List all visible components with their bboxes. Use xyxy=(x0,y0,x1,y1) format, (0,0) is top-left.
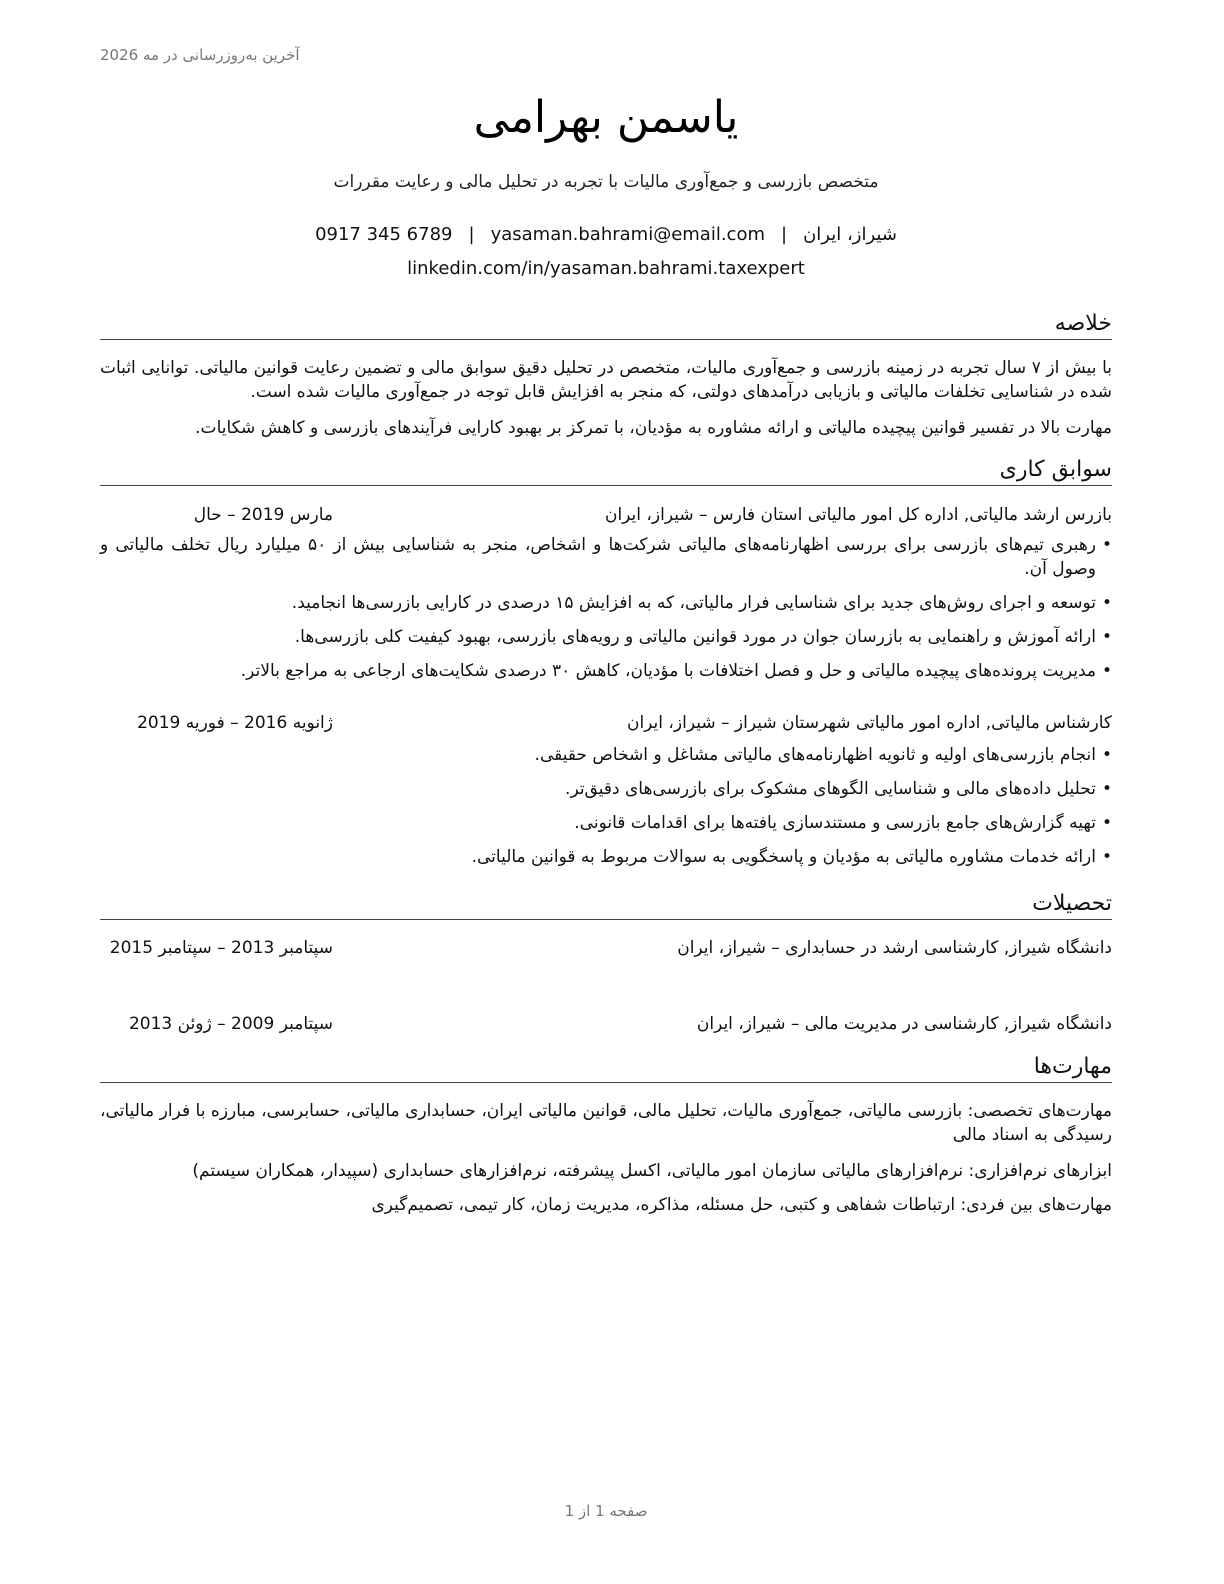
last-updated: آخرین به‌روزرسانی در مه 2026 xyxy=(100,46,300,64)
skills-technical: مهارت‌های تخصصی: بازرسی مالیاتی، جمع‌آوری مالیات، تحلیل مالی، قوانین مالیاتی ایران، حسابداری مالیاتی، حسابرسی، مبارزه با فرار مالیاتی، رسیدگی به اسناد مالی xyxy=(100,1101,1112,1145)
skills-soft: مهارت‌های بین فردی: ارتباطات شفاهی و کتبی، حل مسئله، مذاکره، مدیریت زمان، کار تیمی، تصمیم‌گیری xyxy=(371,1195,1112,1215)
experience-heading: سوابق کاری xyxy=(100,456,1112,486)
education-heading: تحصیلات xyxy=(100,890,1112,920)
email-link[interactable]: yasaman.bahrami@email.com xyxy=(490,224,765,245)
job-bullets xyxy=(100,743,1112,879)
bullet-item: • انجام بازرسی‌های اولیه و ثانویه اظهارنامه‌های مالیاتی مشاغل و اشخاص حقیقی. xyxy=(100,743,1112,767)
summary-paragraph: مهارت بالا در تفسیر قوانین پیچیده مالیاتی و ارائه مشاوره به مؤدیان، با تمرکز بر بهبود کارایی فرآیندهای بازرسی و کاهش شکایات. xyxy=(195,418,1112,438)
summary-heading: خلاصه xyxy=(100,310,1112,340)
degree: دانشگاه شیراز, کارشناسی ارشد در حسابداری – شیراز، ایران xyxy=(677,938,1112,958)
bullet-item: • تهیه گزارش‌های جامع بازرسی و مستندسازی یافته‌ها برای اقدامات قانونی. xyxy=(100,811,1112,835)
linkedin-link[interactable]: linkedin.com/in/yasaman.bahrami.taxexpert xyxy=(407,258,805,279)
bullet-item: • تحلیل داده‌های مالی و شناسایی الگوهای مشکوک برای بازرسی‌های دقیق‌تر. xyxy=(100,777,1112,801)
separator: | xyxy=(468,224,475,245)
candidate-name: یاسمن بهرامی xyxy=(473,92,739,143)
bullet-item: • ارائه خدمات مشاوره مالیاتی به مؤدیان و پاسخگویی به سوالات مربوط به قوانین مالیاتی. xyxy=(100,845,1112,869)
bullet-item: • رهبری تیم‌های بازرسی برای بررسی اظهارنامه‌های مالیاتی شرکت‌ها و اشخاص، منجر به شناسایی بیش از ۵۰ میلیارد ریال تخلف مالیاتی و وصول آن. xyxy=(100,533,1112,581)
education-dates: سپتامبر 2009 – ژوئن 2013 xyxy=(128,1014,333,1034)
summary-paragraph: با بیش از ۷ سال تجربه در زمینه بازرسی و جمع‌آوری مالیات، متخصص در تحلیل دقیق سوابق مالی و تضمین رعایت قوانین مالیاتی. توانایی اثبات شده در شناسایی تخلفات مالیاتی و بازیابی درآمدهای دولتی، که منجر به افزایش قابل توجه در جمع‌آوری مالیات شده است. xyxy=(100,358,1112,402)
contact-line xyxy=(100,224,1112,245)
bullet-item: • ارائه آموزش و راهنمایی به بازرسان جوان در مورد قوانین مالیاتی و رویه‌های بازرسی، بهبود کیفیت کلی بازرسی‌ها. xyxy=(100,625,1112,649)
job-bullets xyxy=(100,533,1112,693)
job-role: کارشناس مالیاتی, اداره امور مالیاتی شهرستان شیراز – شیراز، ایران xyxy=(626,713,1112,733)
page-number: صفحه 1 از 1 xyxy=(564,1502,648,1520)
job-dates: مارس 2019 – حال xyxy=(193,505,333,525)
degree: دانشگاه شیراز, کارشناسی در مدیریت مالی – شیراز، ایران xyxy=(696,1014,1112,1034)
candidate-title: متخصص بازرسی و جمع‌آوری مالیات با تجربه در تحلیل مالی و رعایت مقررات xyxy=(333,172,879,192)
job-role: بازرس ارشد مالیاتی, اداره کل امور مالیاتی استان فارس – شیراز، ایران xyxy=(604,505,1112,525)
separator: | xyxy=(781,224,788,245)
bullet-item: • مدیریت پرونده‌های پیچیده مالیاتی و حل و فصل اختلافات با مؤدیان، کاهش ۳۰ درصدی شکایت‌های ارجاعی به مراجع بالاتر. xyxy=(100,659,1112,683)
phone-number: 0917 345 6789 xyxy=(315,224,453,245)
bullet-item: • توسعه و اجرای روش‌های جدید برای شناسایی فرار مالیاتی، که به افزایش ۱۵ درصدی در کارایی بازرسی‌ها انجامید. xyxy=(100,591,1112,615)
education-dates: سپتامبر 2013 – سپتامبر 2015 xyxy=(109,938,333,958)
location: شیراز، ایران xyxy=(803,224,897,245)
job-dates: ژانویه 2016 – فوریه 2019 xyxy=(137,713,333,733)
resume-page xyxy=(100,0,1112,1584)
skills-software: ابزارهای نرم‌افزاری: نرم‌افزارهای مالیاتی سازمان امور مالیاتی، اکسل پیشرفته، نرم‌افزارهای حسابداری (سپیدار، همکاران سیستم) xyxy=(192,1161,1112,1181)
skills-heading: مهارت‌ها xyxy=(100,1053,1112,1083)
